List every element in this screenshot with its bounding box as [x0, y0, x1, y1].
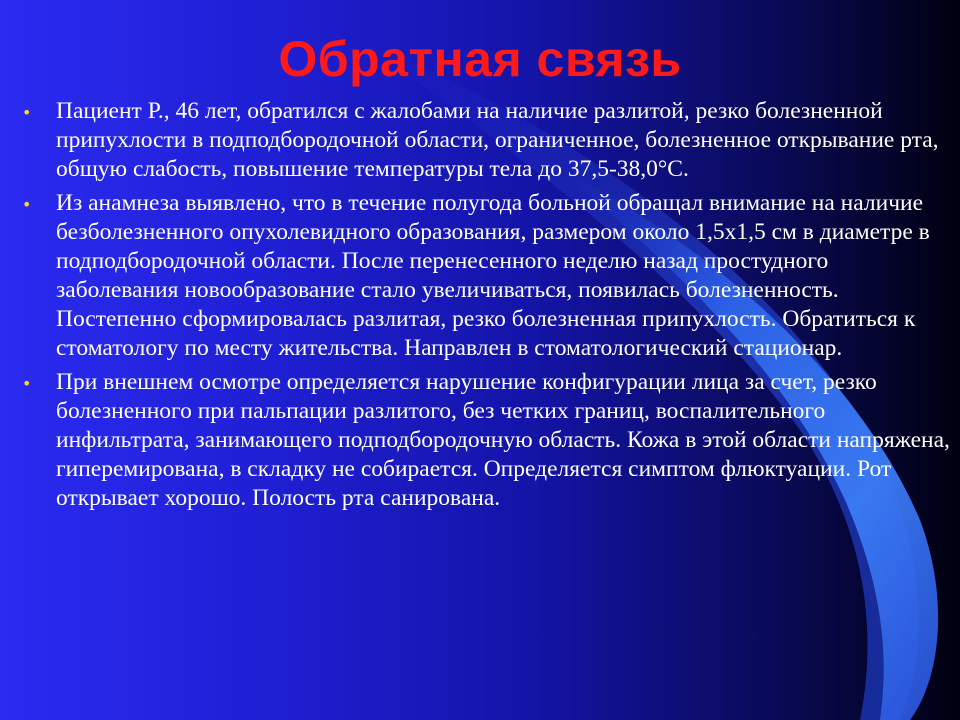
bullet-dot-icon: • [22, 103, 32, 122]
bullet-list [22, 97, 952, 518]
bullet-dot-icon: • [22, 195, 32, 214]
bullet-text: Пациент Р., 46 лет, обратился с жалобами на наличие разлитой, резко болезненной припухлости в подподбородочной области, ограниченное, болезненное открывание рта, общую слабость, повышение температуры тела до 37,5-38,0°С. [56, 98, 939, 182]
slide-title: Обратная связь [278, 31, 682, 87]
bullet-text: При внешнем осмотре определяется нарушение конфигурации лица за счет, резко болезненного при пальпации разлитого, без четких границ, воспалительного инфильтрата, занимающего подподбородочную область. Кожа в этой области напряжена, гиперемирована, в складку не собирается. Определяется симптом флюктуации. Рот открывает хорошо. Полость рта санирована. [56, 369, 950, 511]
bullet-text: Из анамнеза выявлено, что в течение полугода больной обращал внимание на наличие безболезненного опухолевидного образования, размером около 1,5х1,5 см в диаметре в подподбородочной области. После перенесенного неделю назад простудного заболевания новообразование стало увеличиваться, появилась болезненность. Постепенно сформировалась разлитая, резко болезненная припухлость. Обратиться к стоматологу по месту жительства. Направлен в стоматологический стационар. [56, 190, 930, 361]
bullet-item [22, 189, 952, 363]
bullet-item [22, 97, 952, 184]
bullet-item [22, 368, 952, 513]
bullet-dot-icon: • [22, 374, 32, 393]
